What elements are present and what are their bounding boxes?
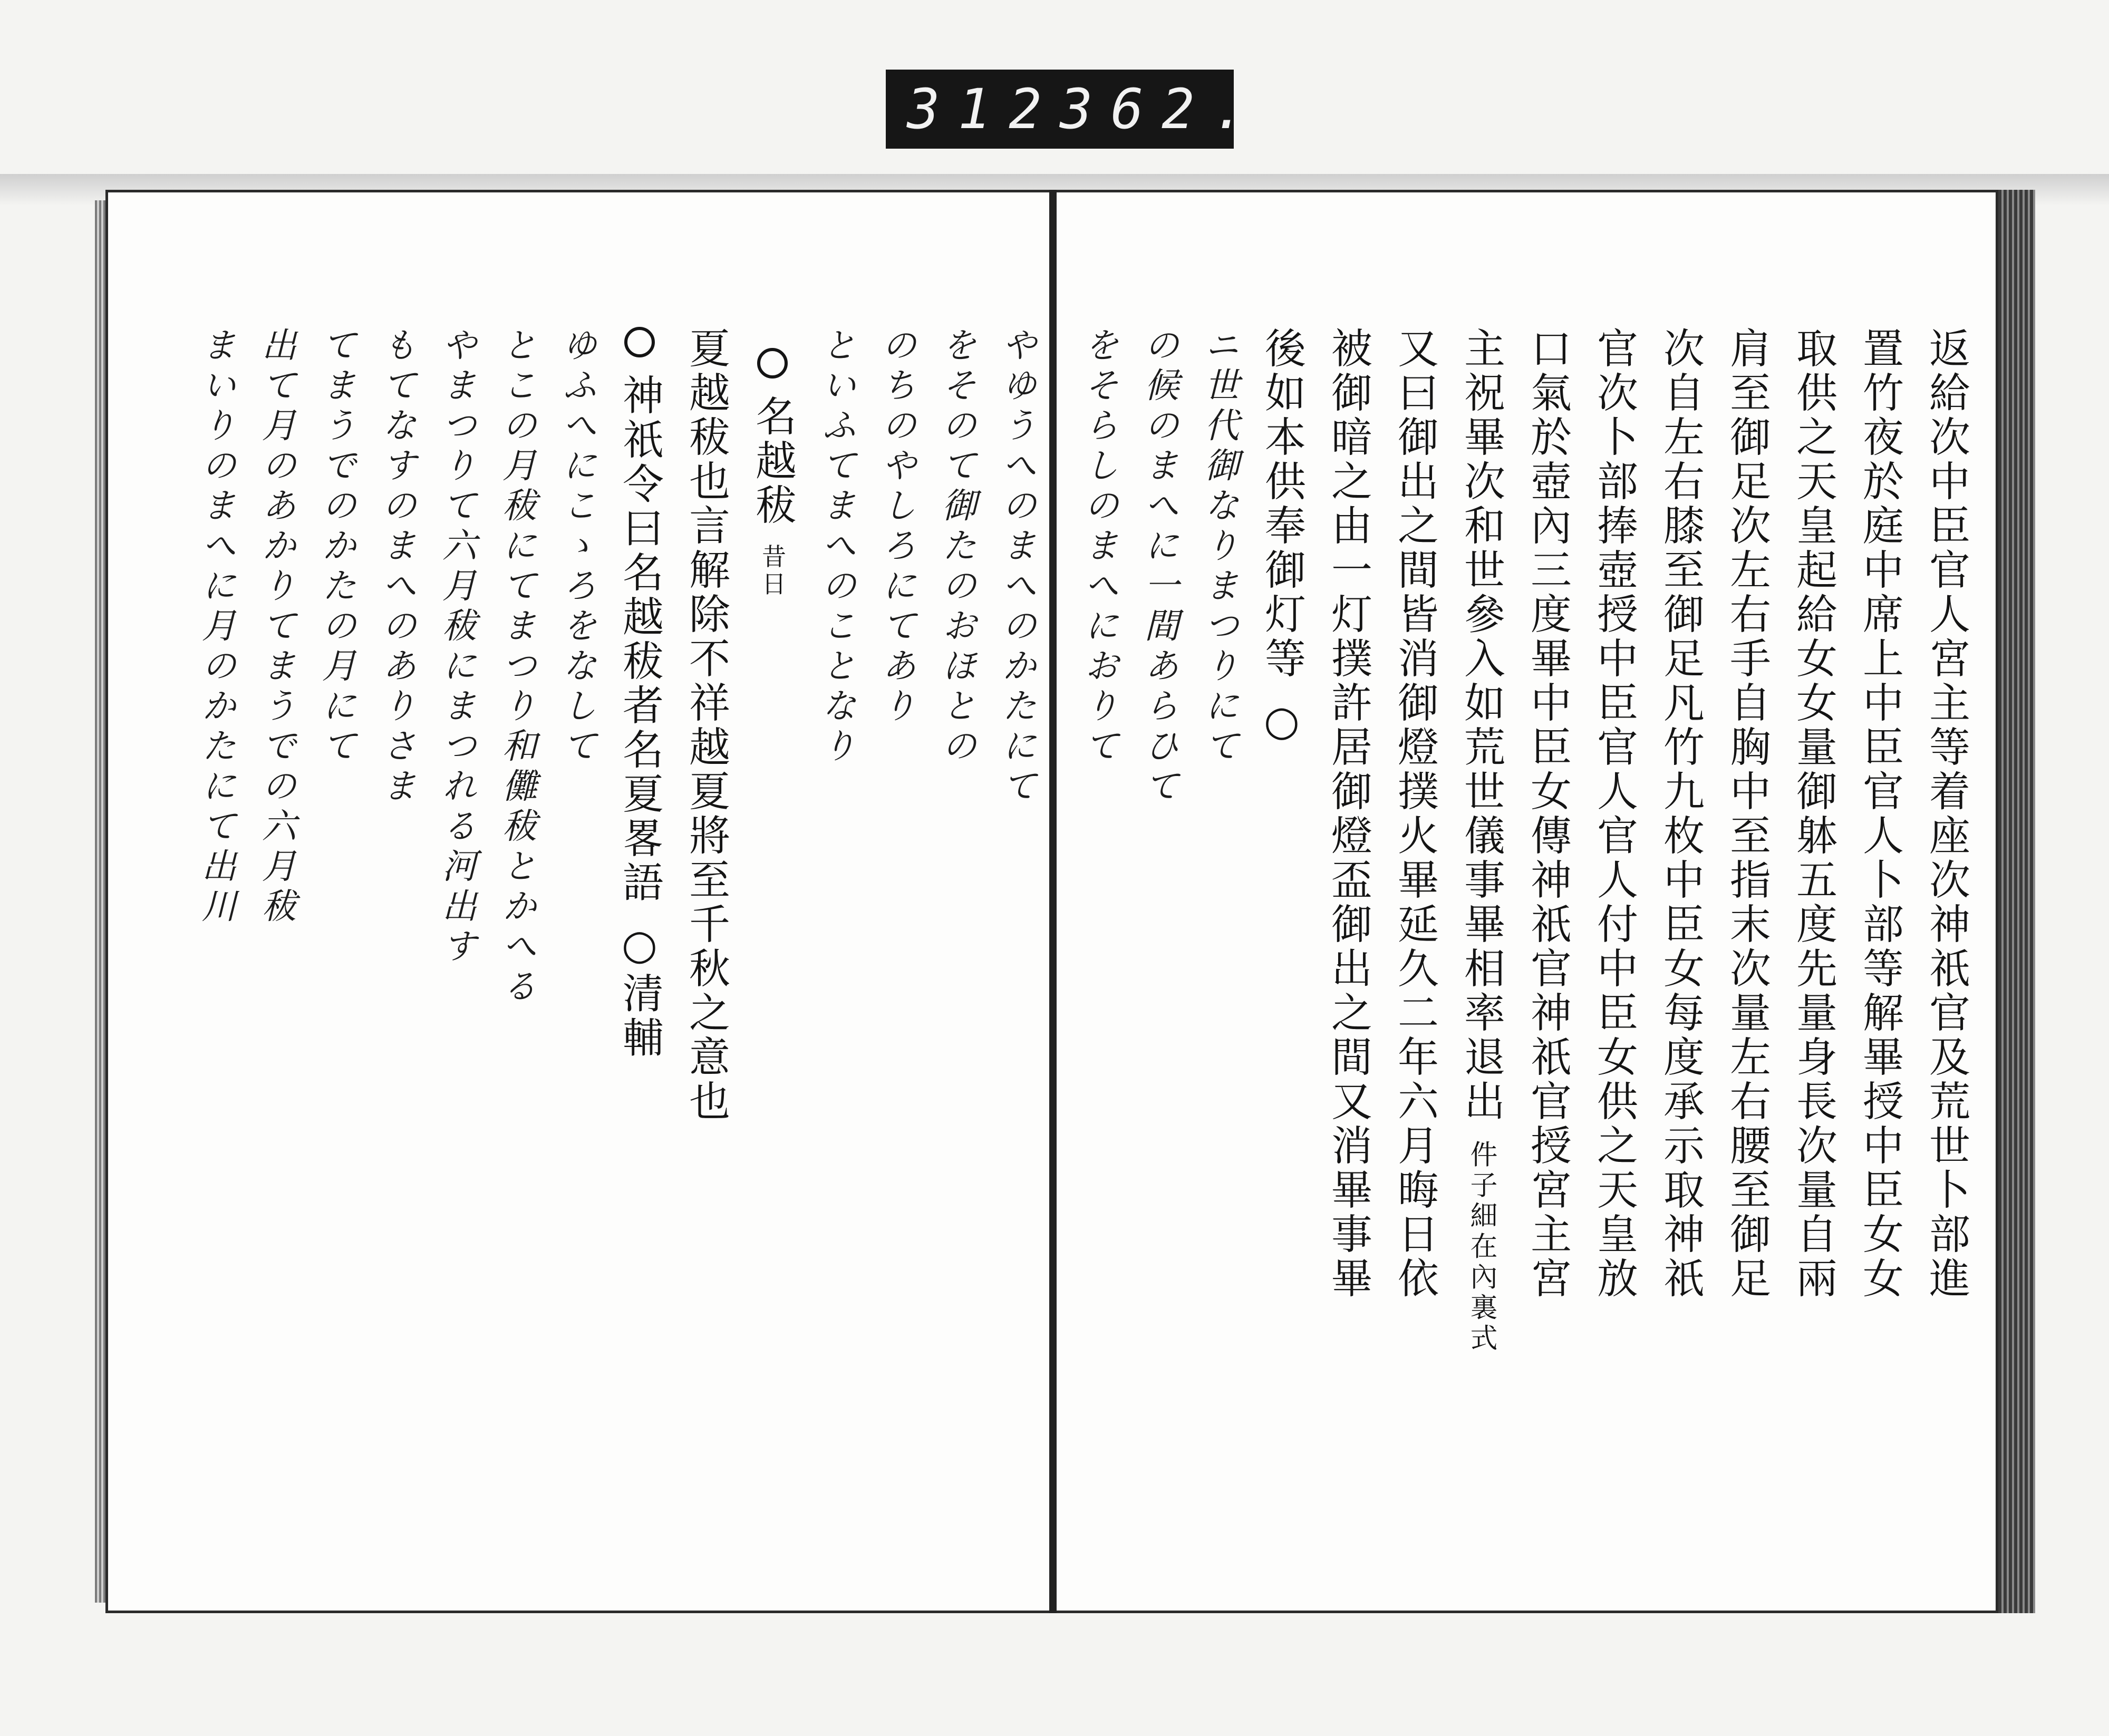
cursive-column: とこの月秡にてまつり和儺秡とかへる [496, 327, 537, 1008]
text-column: 置竹夜於庭中席上中臣官人卜部等解畢授中臣女女 [1856, 327, 1903, 1301]
text-column-main: 主祝畢次和世參入如荒世儀事畢相率退出 [1457, 327, 1505, 1124]
text-column: 官次卜部捧壺授中臣官人官人付中臣女供之天皇放 [1590, 327, 1638, 1301]
book-spine [1049, 190, 1057, 1613]
text-column [616, 327, 663, 1434]
cursive-column: 出て月のあかりてまうでの六月秡 [256, 327, 296, 928]
cursive-column: といふてまへのことなり [816, 327, 856, 768]
text-column: 又曰御出之間皆消御燈撲火畢延久二年六月晦日依 [1391, 327, 1438, 1301]
text-column: 後如本供奉御灯等 ○ [1258, 327, 1305, 748]
cursive-column: の候のまへに一間あらひて [1138, 327, 1179, 808]
text-column: 夏越秡也言解除不祥越夏將至千秋之意也 [682, 327, 730, 1124]
cursive-column: もてなすのまへのありさま [376, 327, 417, 808]
text-column [1457, 327, 1505, 1434]
text-column: 肩至御足次左右手自胸中至指末次量左右腰至御足 [1723, 327, 1771, 1301]
text-column: 口氣於壺內三度畢中臣女傳神祇官神祇官授宮主宮 [1524, 327, 1571, 1301]
cursive-column: のちのやしろにてあり [876, 327, 916, 728]
text-column-main: 神祇令曰名越秡者名夏畧語 ○清輔 [616, 373, 663, 1061]
section-heading [749, 327, 796, 1434]
text-column: 返給次中臣官人宮主等着座次神祇官及荒世卜部進 [1922, 327, 1970, 1301]
text-column: 次自左右膝至御足凡竹九枚中臣女每度承示取神祇 [1657, 327, 1704, 1301]
cursive-column: をそのて御たのおほとの [936, 327, 976, 768]
left-page [158, 327, 1037, 1434]
cursive-column: ゆふへにこゝろをなして [556, 327, 597, 768]
circle-mark-icon [757, 348, 788, 379]
heading-text: 名越秡 [749, 394, 796, 528]
cursive-column: てまうでのかたの月にて [316, 327, 356, 768]
text-column: 取供之天皇起給女女量御躰五度先量身長次量自兩 [1789, 327, 1837, 1301]
right-page [1078, 327, 1970, 1434]
cursive-column: をそらしのまへにおりて [1078, 327, 1119, 768]
cursive-column: やまつりて六月秡にまつれる河出す [436, 327, 477, 968]
cursive-column: まいりのまへに月のかたにて出川 [196, 327, 236, 928]
circle-mark-icon [624, 327, 655, 357]
text-column: 被御暗之由一灯撲許居御燈盃御出之間又消畢事畢 [1324, 327, 1372, 1301]
heading-note: 昔日 [758, 544, 787, 599]
interlinear-note: 件子細在內裏式 [1465, 1140, 1497, 1354]
right-page-edges [1998, 190, 2035, 1613]
cursive-column: ニ世代御なりまつりにて [1198, 327, 1239, 768]
cursive-column: やゆうへのまへのかたにて [996, 327, 1037, 808]
reel-label-right: 362. [1059, 77, 1264, 141]
reel-label [886, 70, 1264, 149]
reel-label-left: 312 [907, 77, 1060, 141]
